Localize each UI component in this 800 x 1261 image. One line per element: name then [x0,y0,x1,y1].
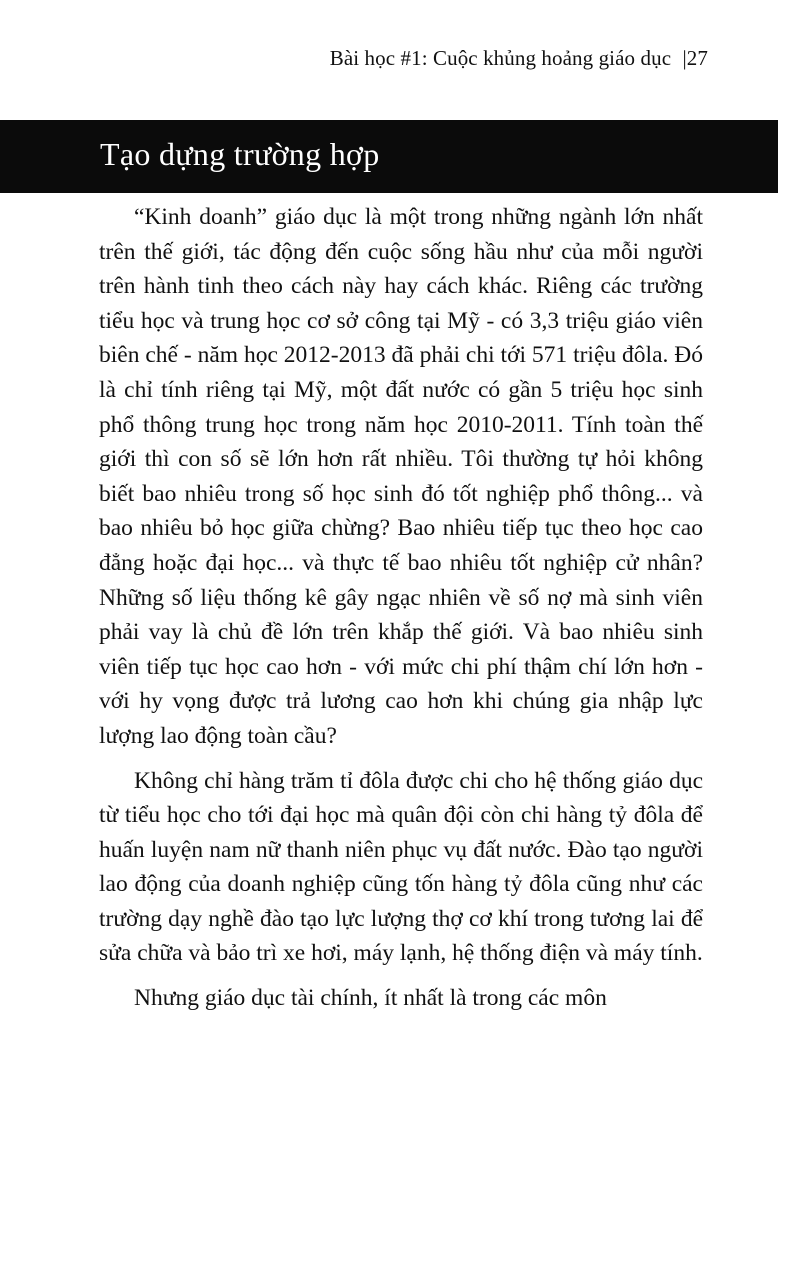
section-title: Tạo dựng trường hợp [100,136,380,172]
header-separator: | [682,46,687,70]
running-header [330,46,708,71]
section-banner [0,120,778,193]
body-text [99,200,703,1026]
paragraph-1: “Kinh doanh” giáo dục là một trong những ngành lớn nhất trên thế giới, tác động đến cuộc sống hầu như của mỗi người trên hành tinh theo cách này hay cách khác. Riêng các trường tiểu học và trung học cơ sở công tại Mỹ - có 3,3 triệu giáo viên biên chế - năm học 2012-2013 đã phải chi tới 571 triệu đôla. Đó là chỉ tính riêng tại Mỹ, một đất nước có gần 5 triệu học sinh phổ thông trung học trong năm học 2010-2011. Tính toàn thế giới thì con số sẽ lớn hơn rất nhiều. Tôi thường tự hỏi không biết bao nhiêu trong số học sinh đó tốt nghiệp phổ thông... và bao nhiêu bỏ học giữa chừng? Bao nhiêu tiếp tục theo học cao đẳng hoặc đại học... và thực tế bao nhiêu tốt nghiệp cử nhân? Những số liệu thống kê gây ngạc nhiên về số nợ mà sinh viên phải vay là chủ đề lớn trên khắp thế giới. Và bao nhiêu sinh viên tiếp tục học cao hơn - với mức chi phí thậm chí lớn hơn - với hy vọng được trả lương cao hơn khi chúng gia nhập lực lượng lao động toàn cầu? [99,204,703,749]
paragraph-3: Nhưng giáo dục tài chính, ít nhất là trong các môn [134,985,607,1012]
chapter-title: Bài học #1: Cuộc khủng hoảng giáo dục [329,46,672,70]
paragraph-2: Không chỉ hàng trăm tỉ đôla được chi cho hệ thống giáo dục từ tiểu học cho tới đại học mà quân đội còn chi hàng tỷ đôla để huấn luyện nam nữ thanh niên phục vụ đất nước. Đào tạo người lao động của doanh nghiệp cũng tốn hàng tỷ đôla cũng như các trường dạy nghề đào tạo lực lượng thợ cơ khí trong tương lai để sửa chữa và bảo trì xe hơi, máy lạnh, hệ thống điện và máy tính. [99,767,703,967]
page-number: 27 [686,46,708,70]
